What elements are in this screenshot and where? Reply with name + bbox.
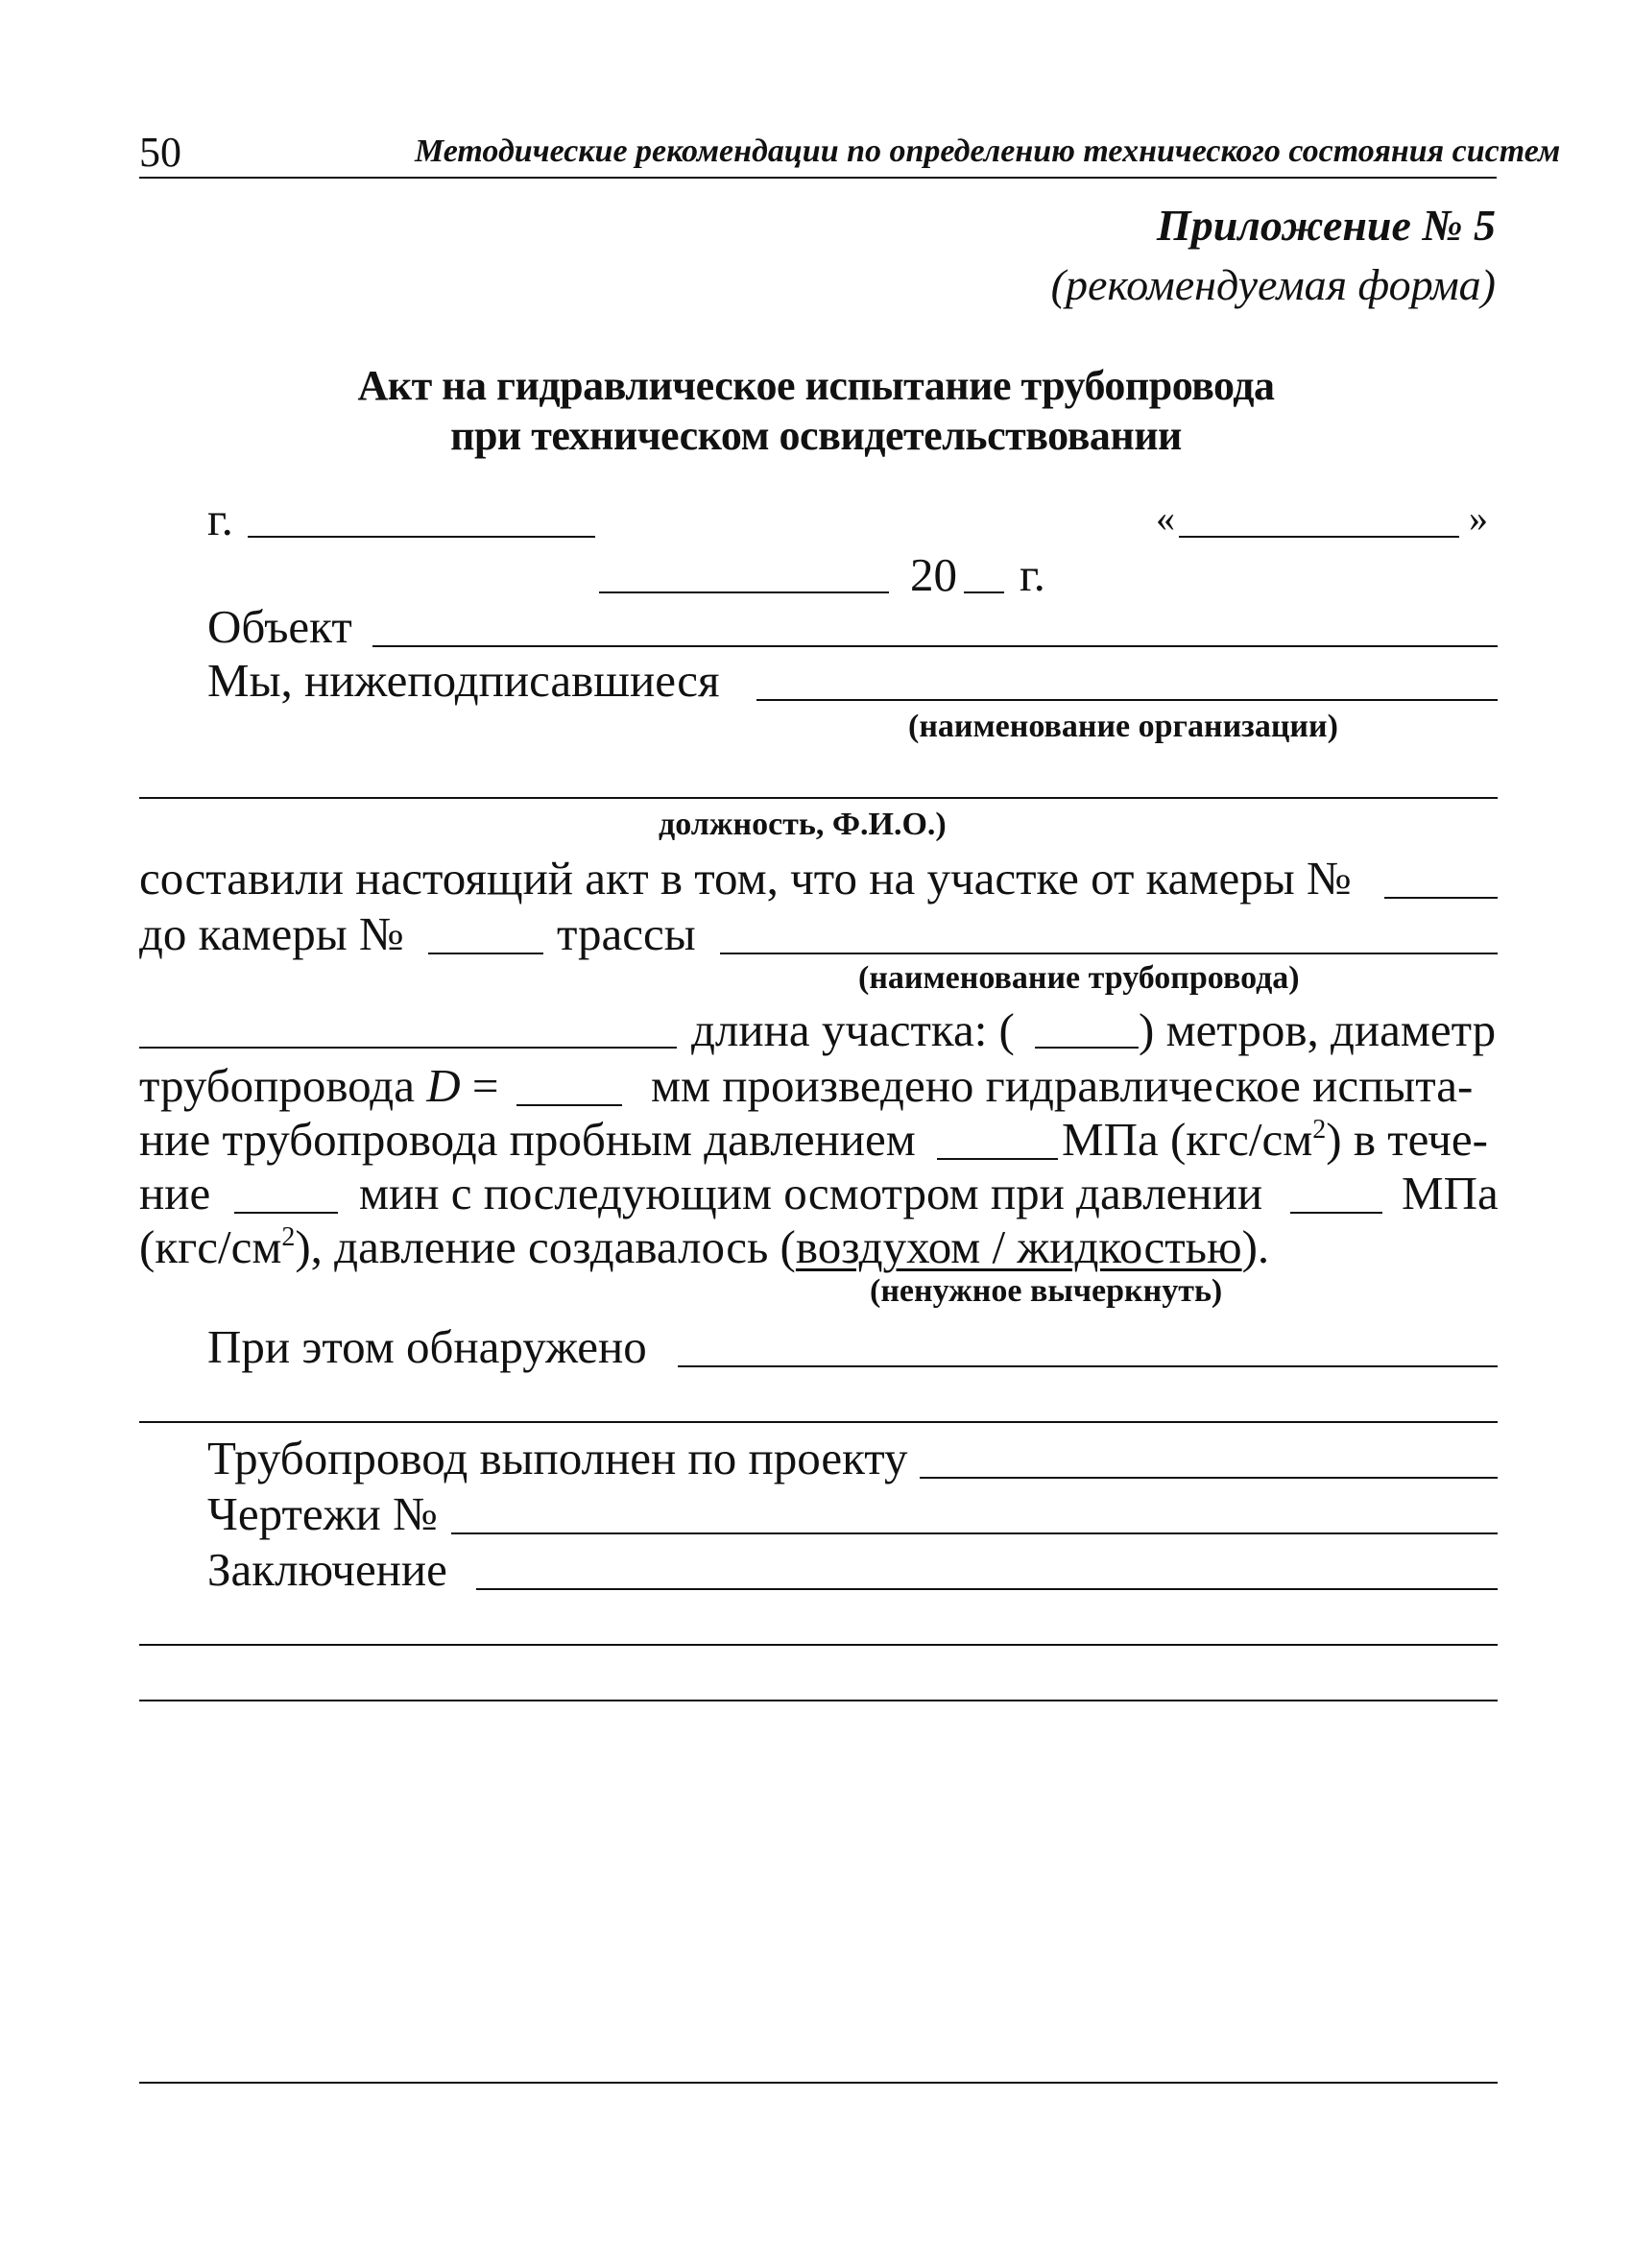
pipeline-diameter-text [139,1059,499,1112]
hydraulic-test-text: мм произведено гидравлическое испыта- [651,1059,1474,1112]
page-number: 50 [139,129,181,176]
document-title-line1: Акт на гидравлическое испытание трубопровода [357,362,1275,409]
inspection-text: мин с последующим осмотром при давлении [359,1167,1263,1219]
position-name-field[interactable] [139,797,1498,799]
appendix-label: Приложение № 5 [1156,201,1496,250]
inspection-pressure-field[interactable] [1290,1212,1382,1214]
duration-field[interactable] [234,1212,338,1214]
duration-prefix: ние [139,1167,211,1219]
section-length-label: длина участка: ( [691,1003,1015,1056]
found-field-line1[interactable] [678,1365,1498,1367]
running-title: Методические рекомендации по определению технического состояния систем [415,133,1561,169]
camera-from-field[interactable] [1384,897,1498,899]
medium-text-end: ). [1241,1220,1270,1273]
organization-field[interactable] [756,699,1498,701]
medium-options[interactable]: воздухом / жидкостью [795,1220,1242,1273]
strike-caption: (ненужное вычеркнуть) [870,1273,1223,1309]
medium-text: ), давление создавалось ( [295,1220,796,1273]
camera-to-field[interactable] [428,953,543,954]
section-length-field[interactable] [1035,1047,1139,1049]
diameter-symbol: D [426,1059,461,1112]
conclusion-field-line2[interactable] [139,1644,1498,1646]
drawings-label: Чертежи № [207,1487,438,1540]
year-suffix: г. [1020,548,1045,601]
unit-text: МПа (кгс/см [1062,1113,1313,1166]
unit-sup: 2 [1312,1115,1327,1145]
footer-rule [139,2082,1498,2084]
test-pressure-field[interactable] [937,1158,1058,1160]
conclusion-label: Заключение [207,1543,447,1596]
date-close-quote: » [1469,496,1488,540]
test-pressure-unit [1062,1113,1488,1166]
year-field[interactable] [964,591,1004,593]
date-extra-field[interactable] [599,591,889,593]
pipeline-caption: (наименование трубопровода) [858,960,1300,996]
medium-unit-sup: 2 [281,1222,296,1252]
equals-sign: = [460,1059,499,1112]
year-prefix: 20 [910,548,957,601]
city-field[interactable] [248,536,595,538]
object-label: Объект [207,600,352,653]
drawings-field[interactable] [451,1532,1498,1534]
inspection-pressure-unit: МПа [1402,1167,1499,1219]
route-field[interactable] [720,953,1498,954]
test-pressure-text: ние трубопровода пробным давлением [139,1113,916,1166]
object-field[interactable] [372,645,1498,647]
header-rule [139,177,1497,179]
document-title-line2: при техническом освидетельствовании [450,412,1182,459]
pipeline-name-field[interactable] [139,1047,677,1049]
diameter-field[interactable] [516,1104,622,1106]
medium-unit: (кгс/см [139,1220,282,1273]
pressure-medium-text [139,1220,1270,1273]
camera-to-text: до камеры № [139,907,404,960]
position-name-caption: должность, Ф.И.О.) [659,807,947,842]
route-label: трассы [557,907,696,960]
project-field[interactable] [920,1477,1498,1479]
found-label: При этом обнаружено [207,1320,647,1373]
project-label: Трубопровод выполнен по проекту [207,1432,908,1484]
unit-text-end: ) в тече- [1326,1113,1488,1166]
diameter-label: ) метров, диаметр [1139,1003,1497,1056]
organization-caption: (наименование организации) [908,709,1338,744]
date-day-month-field[interactable] [1179,536,1459,538]
conclusion-field-line3[interactable] [139,1700,1498,1701]
pipeline-word: трубопровода [139,1059,415,1112]
conclusion-field-line1[interactable] [476,1588,1498,1590]
undersigned-label: Мы, нижеподписавшиеся [207,654,720,707]
city-prefix: г. [207,493,233,545]
appendix-note: (рекомендуемая форма) [1050,260,1496,309]
date-open-quote: « [1156,496,1175,540]
camera-from-text: составили настоящий акт в том, что на участке от камеры № [139,852,1352,905]
found-field-line2[interactable] [139,1421,1498,1423]
